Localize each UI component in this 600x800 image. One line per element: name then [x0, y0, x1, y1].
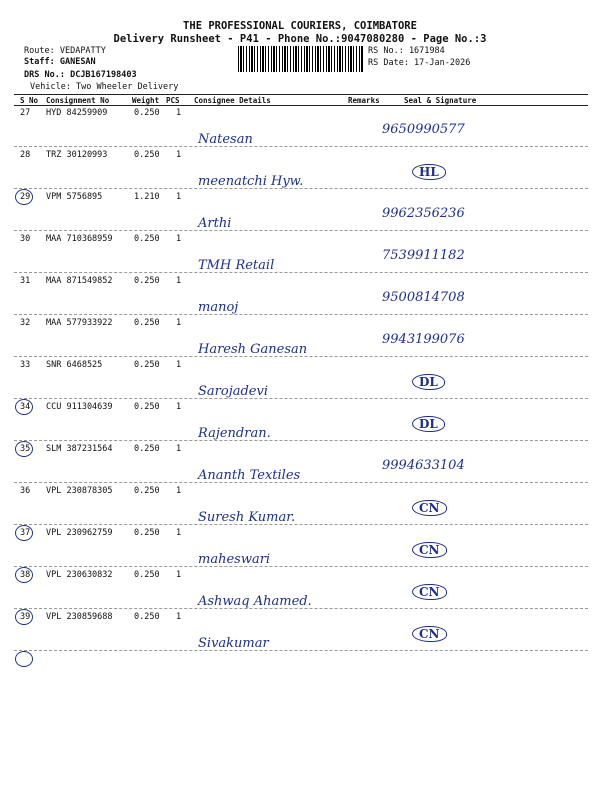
rs-number: RS No.: 1671984 — [368, 46, 445, 56]
weight-value: 0.250 — [134, 528, 160, 538]
pcs-count: 1 — [176, 360, 182, 370]
rs-date: RS Date: 17-Jan-2026 — [368, 58, 471, 68]
seal-signature: DL — [412, 416, 445, 432]
header-rule-bottom — [14, 105, 588, 106]
weight-value: 0.250 — [134, 234, 160, 244]
row-divider — [14, 230, 588, 231]
weight-value: 0.250 — [134, 444, 160, 454]
seal-signature: 9650990577 — [382, 122, 465, 137]
serial-number: 39 — [20, 612, 31, 622]
consignment-number: VPL 230878305 — [46, 486, 113, 496]
serial-number: 30 — [20, 234, 31, 244]
weight-value: 0.250 — [134, 570, 160, 580]
serial-number: 35 — [20, 444, 31, 454]
pcs-count: 1 — [176, 318, 182, 328]
consignee-signature: Arthi — [198, 216, 232, 231]
pcs-count: 1 — [176, 570, 182, 580]
consignment-number: MAA 577933922 — [46, 318, 113, 328]
consignment-number: VPL 230962759 — [46, 528, 113, 538]
pcs-count: 1 — [176, 192, 182, 202]
route-value: VEDAPATTY — [59, 46, 106, 56]
consignment-number: HYD 84259909 — [46, 108, 108, 118]
consignee-signature: meenatchi Hyw. — [198, 174, 304, 189]
seal-signature: 9943199076 — [382, 332, 465, 347]
col-weight: Weight — [132, 96, 160, 105]
serial-number: 32 — [20, 318, 31, 328]
row-divider — [14, 398, 588, 399]
vehicle-line: Vehicle: Two Wheeler Delivery — [30, 82, 179, 92]
consignment-number: VPL 230859688 — [46, 612, 113, 622]
row-divider — [14, 188, 588, 189]
seal-signature: CN — [412, 626, 447, 642]
drs-value: DCJB167198403 — [70, 70, 137, 80]
consignee-signature: Natesan — [198, 132, 253, 147]
row-divider — [14, 314, 588, 315]
header-rule-top — [14, 94, 588, 95]
consignment-number: MAA 871549852 — [46, 276, 113, 286]
staff-line: Staff: GANESAN — [24, 57, 96, 67]
seal-signature: CN — [412, 584, 447, 600]
route-line: Route: VEDAPATTY — [24, 46, 106, 56]
row-divider — [14, 608, 588, 609]
seal-signature: DL — [412, 374, 445, 390]
seal-signature: 7539911182 — [382, 248, 465, 263]
row-divider — [14, 356, 588, 357]
weight-value: 0.250 — [134, 150, 160, 160]
col-consignee: Consignee Details — [194, 96, 271, 105]
pcs-count: 1 — [176, 234, 182, 244]
consignee-signature: Suresh Kumar. — [198, 510, 296, 525]
consignment-number: SLM 387231564 — [46, 444, 113, 454]
row-divider — [14, 272, 588, 273]
staff-value: GANESAN — [59, 57, 96, 67]
serial-number: 38 — [20, 570, 31, 580]
weight-value: 0.250 — [134, 276, 160, 286]
row-divider — [14, 440, 588, 441]
weight-value: 0.250 — [134, 108, 160, 118]
pcs-count: 1 — [176, 108, 182, 118]
weight-value: 1.210 — [134, 192, 160, 202]
pcs-count: 1 — [176, 402, 182, 412]
row-divider — [14, 146, 588, 147]
consignee-signature: Ashwaq Ahamed. — [198, 594, 312, 609]
row-divider — [14, 482, 588, 483]
col-pcs: PCS — [166, 96, 180, 105]
serial-number: 33 — [20, 360, 31, 370]
consignee-signature: Ananth Textiles — [198, 468, 301, 483]
serial-number: 37 — [20, 528, 31, 538]
pcs-count: 1 — [176, 150, 182, 160]
weight-value: 0.250 — [134, 318, 160, 328]
weight-value: 0.250 — [134, 486, 160, 496]
col-consignment: Consignment No — [46, 96, 110, 105]
pcs-count: 1 — [176, 528, 182, 538]
serial-number: 29 — [20, 192, 31, 202]
pcs-count: 1 — [176, 444, 182, 454]
barcode — [238, 46, 364, 72]
consignment-number: VPM 5756895 — [46, 192, 103, 202]
serial-number: 34 — [20, 402, 31, 412]
serial-number: 27 — [20, 108, 31, 118]
weight-value: 0.250 — [134, 402, 160, 412]
consignee-signature: maheswari — [198, 552, 271, 567]
consignee-signature: TMH Retail — [198, 258, 275, 273]
seal-signature: CN — [412, 500, 447, 516]
serial-number: 28 — [20, 150, 31, 160]
pcs-count: 1 — [176, 612, 182, 622]
seal-signature: CN — [412, 542, 447, 558]
consignment-number: CCU 911304639 — [46, 402, 113, 412]
runsheet-subtitle: Delivery Runsheet - P41 - Phone No.:9047080280 - Page No.:3 — [113, 33, 487, 45]
row-divider — [14, 524, 588, 525]
row-divider — [14, 566, 588, 567]
consignment-number: MAA 710368959 — [46, 234, 113, 244]
col-remarks: Remarks — [348, 96, 380, 105]
weight-value: 0.250 — [134, 612, 160, 622]
weight-value: 0.250 — [134, 360, 160, 370]
consignment-number: SNR 6468525 — [46, 360, 103, 370]
company-title: THE PROFESSIONAL COURIERS, COIMBATORE — [183, 20, 417, 32]
seal-signature: 9962356236 — [382, 206, 465, 221]
pcs-count: 1 — [176, 276, 182, 286]
consignee-signature: Sarojadevi — [198, 384, 268, 399]
pcs-count: 1 — [176, 486, 182, 496]
serial-number: 31 — [20, 276, 31, 286]
seal-signature: 9500814708 — [382, 290, 465, 305]
col-sno: S No — [20, 96, 39, 105]
drs-line: DRS No.: DCJB167198403 — [24, 70, 137, 80]
col-seal: Seal & Signature — [404, 96, 477, 105]
consignment-number: VPL 230630832 — [46, 570, 113, 580]
row-divider — [14, 650, 588, 651]
serial-number: 36 — [20, 486, 31, 496]
consignee-signature: Sivakumar — [198, 636, 269, 651]
consignment-number: TRZ 30120993 — [46, 150, 108, 160]
consignee-signature: Haresh Ganesan — [198, 342, 308, 357]
consignee-signature: manoj — [198, 300, 239, 315]
consignee-signature: Rajendran. — [198, 426, 271, 441]
seal-signature: HL — [412, 164, 446, 180]
seal-signature: 9994633104 — [382, 458, 465, 473]
sno-circle-mark — [15, 651, 33, 667]
